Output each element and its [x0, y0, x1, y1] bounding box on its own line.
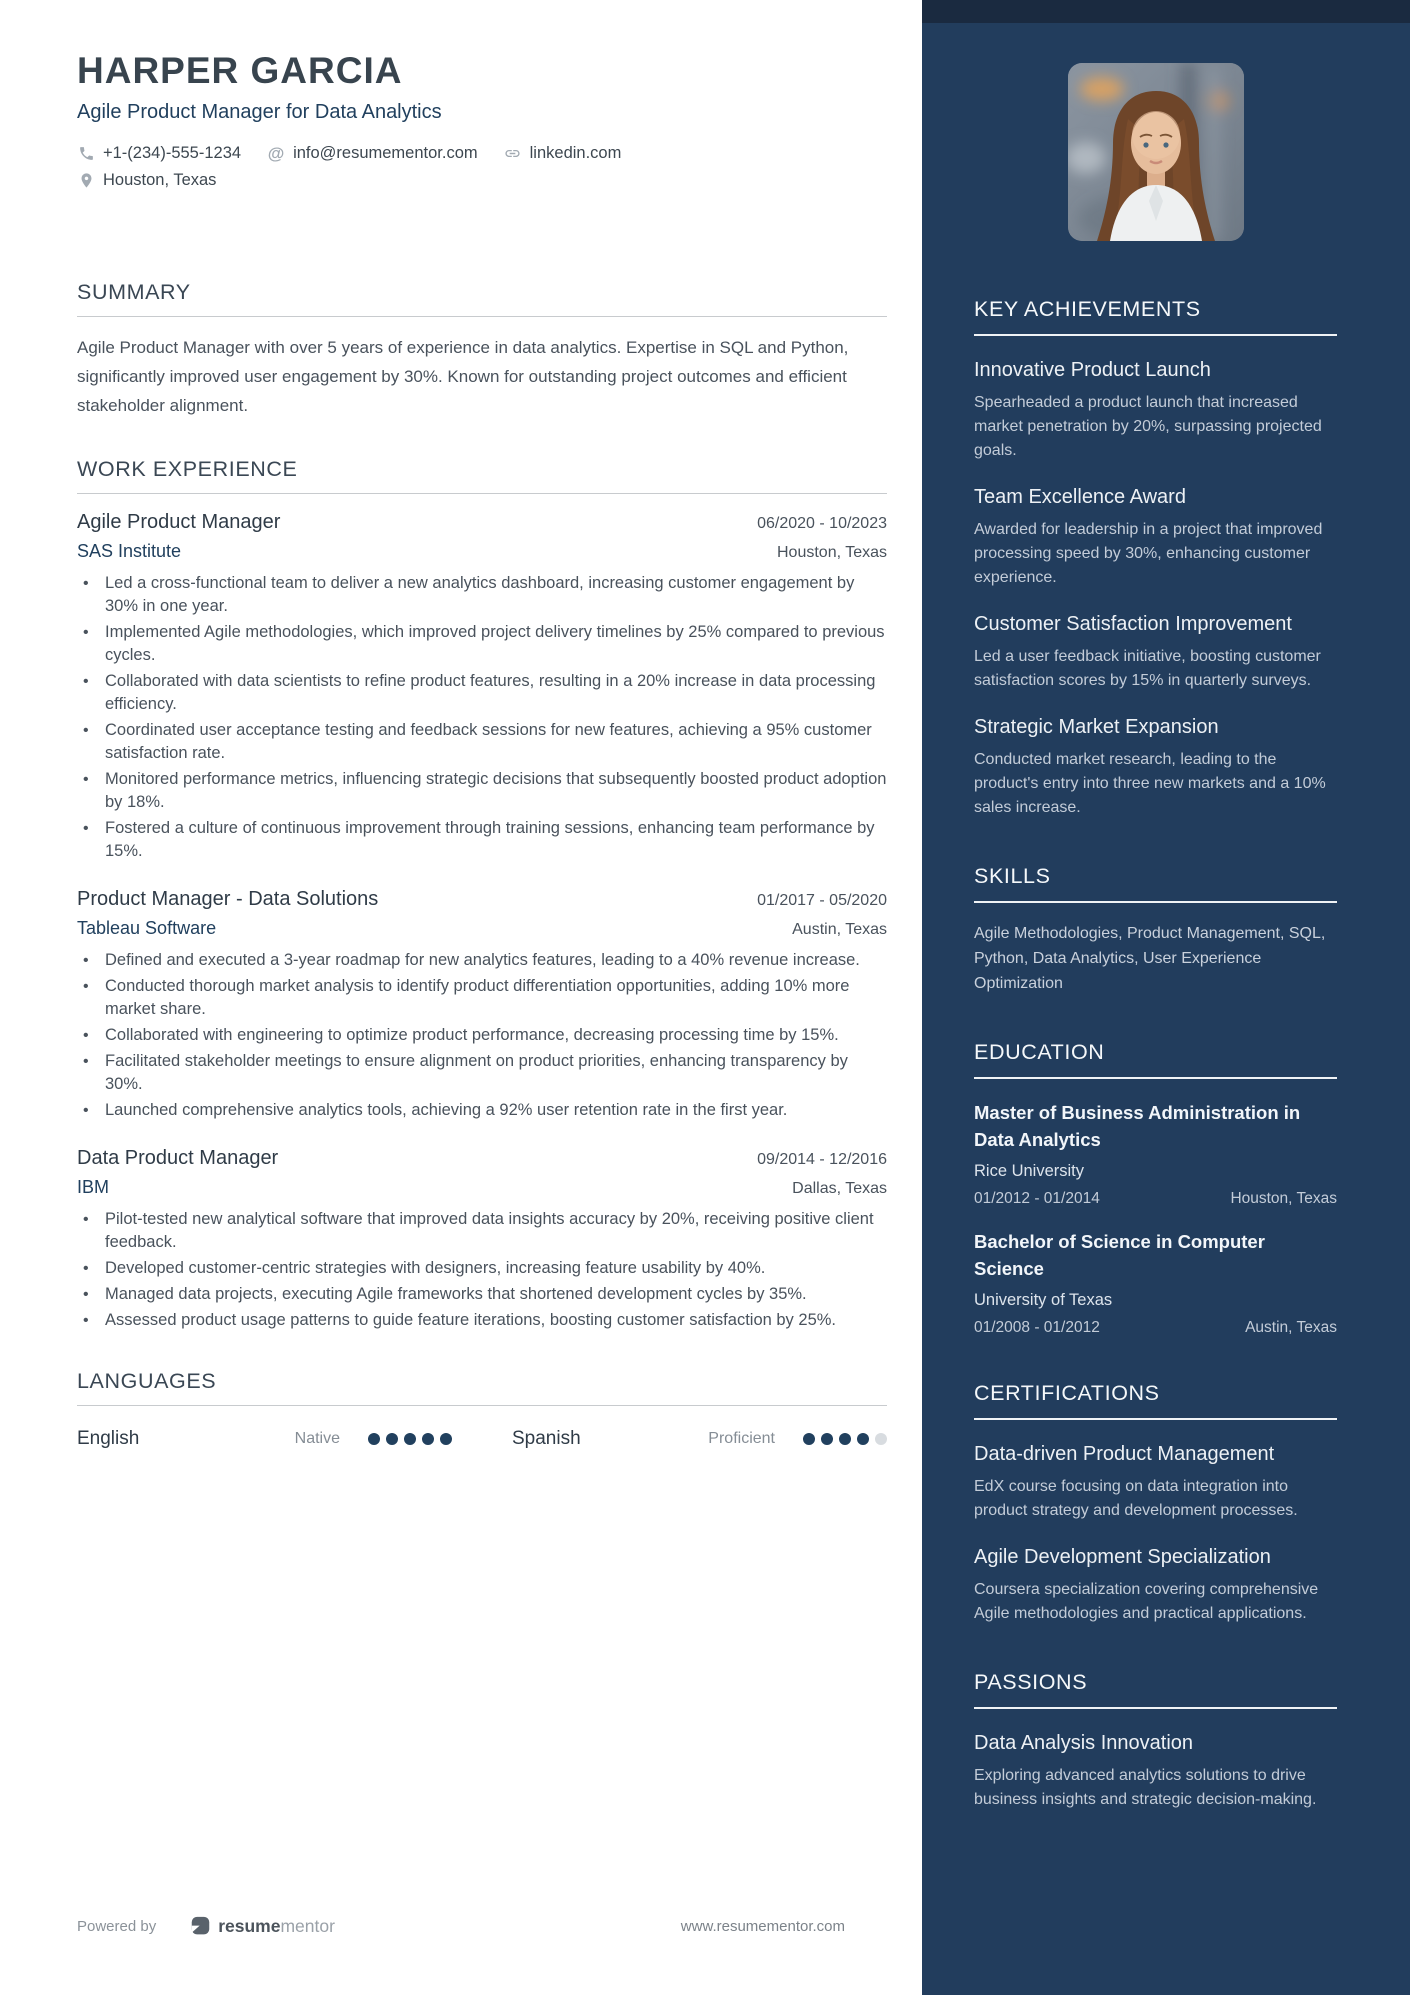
passions-heading: PASSIONS	[974, 1670, 1088, 1694]
brand-logo[interactable]	[190, 1916, 335, 1937]
bullet-item: • Defined and executed a 3-year roadmap for new analytics features, leading to a 40% revenue increase.	[77, 949, 887, 972]
achievement-text: Spearheaded a product launch that increased market penetration by 20%, surpassing projected goals.	[974, 394, 1322, 459]
achievement-text: Conducted market research, leading to the product's entry into three new markets and a 10% sales increase.	[974, 751, 1326, 816]
bullet-item: • Pilot-tested new analytical software that improved data insights accuracy by 20%, receiving positive client feedback.	[77, 1208, 887, 1254]
passions-section	[974, 1670, 1337, 1812]
section-divider	[77, 1405, 887, 1406]
degree-location: Austin, Texas	[1245, 1319, 1337, 1336]
section-divider	[974, 901, 1337, 903]
education-heading: EDUCATION	[974, 1040, 1105, 1064]
bullet-item: • Fostered a culture of continuous improvement through training sessions, enhancing team performance by 15%.	[77, 817, 887, 863]
at-icon: @	[267, 143, 285, 163]
job-dates: 09/2014 - 12/2016	[757, 1151, 887, 1168]
degree-location: Houston, Texas	[1230, 1190, 1337, 1207]
language-item	[512, 1428, 887, 1450]
degree-title: Master of Business Administration in Data Analytics	[974, 1102, 1301, 1150]
achievement-title: Strategic Market Expansion	[974, 716, 1219, 738]
footer	[77, 1916, 845, 1937]
bullet-item: • Collaborated with data scientists to refine product features, resulting in a 20% increase in data processing efficiency.	[77, 670, 887, 716]
link-icon	[504, 145, 522, 163]
certification-item	[974, 1544, 1337, 1626]
phone-text: +1-(234)-555-1234	[103, 144, 242, 162]
certification-text: EdX course focusing on data integration into product strategy and development processes.	[974, 1478, 1298, 1519]
certification-item	[974, 1441, 1337, 1523]
passion-text: Exploring advanced analytics solutions to drive business insights and strategic decision-making.	[974, 1767, 1317, 1808]
language-level: Native	[294, 1430, 340, 1447]
experience-heading: WORK EXPERIENCE	[77, 457, 298, 481]
bullet-item: • Collaborated with engineering to optimize product performance, decreasing processing time by 15%.	[77, 1024, 887, 1047]
certification-title: Data-driven Product Management	[974, 1443, 1275, 1465]
achievement-title: Team Excellence Award	[974, 486, 1186, 508]
education-section	[974, 1040, 1337, 1337]
education-entry	[974, 1228, 1337, 1337]
certifications-section	[974, 1381, 1337, 1626]
achievement-item	[974, 611, 1337, 693]
phone-contact	[77, 144, 241, 163]
degree-school: University of Texas	[974, 1291, 1113, 1309]
achievement-text: Led a user feedback initiative, boosting customer satisfaction scores by 15% in quarterly surveys.	[974, 648, 1321, 689]
sidebar-column	[922, 0, 1410, 1995]
brand-name-bold: resume	[218, 1916, 281, 1936]
summary-heading: SUMMARY	[77, 280, 191, 304]
bullet-item: • Developed customer-centric strategies with designers, increasing feature usability by 40%.	[77, 1257, 887, 1280]
achievement-item	[974, 714, 1337, 820]
job-entry	[77, 1147, 887, 1332]
job-company: SAS Institute	[77, 541, 182, 561]
education-entry	[974, 1099, 1337, 1208]
job-company: IBM	[77, 1177, 110, 1197]
section-divider	[974, 1077, 1337, 1079]
skills-text: Agile Methodologies, Product Management, SQL, Python, Data Analytics, User Experience Optimization	[974, 925, 1326, 992]
bullet-item: • Monitored performance metrics, influencing strategic decisions that subsequently boosted product adoption by 18%.	[77, 768, 887, 814]
degree-dates: 01/2008 - 01/2012	[974, 1319, 1100, 1336]
skills-section	[974, 864, 1337, 996]
bullet-item: • Assessed product usage patterns to guide feature iterations, boosting customer satisfaction by 25%.	[77, 1309, 887, 1332]
achievement-title: Customer Satisfaction Improvement	[974, 613, 1292, 635]
degree-school: Rice University	[974, 1162, 1085, 1180]
bullet-item: • Facilitated stakeholder meetings to ensure alignment on product priorities, enhancing transparency by 30%.	[77, 1050, 887, 1096]
location-contact	[77, 171, 216, 190]
job-bullets	[77, 949, 887, 1122]
job-dates: 01/2017 - 05/2020	[757, 892, 887, 909]
achievement-text: Awarded for leadership in a project that improved processing speed by 30%, enhancing customer experience.	[974, 521, 1323, 586]
passion-title: Data Analysis Innovation	[974, 1732, 1194, 1754]
contact-block	[77, 144, 887, 190]
job-dates: 06/2020 - 10/2023	[757, 515, 887, 532]
job-title: Agile Product Manager	[77, 511, 281, 533]
job-location: Houston, Texas	[777, 544, 887, 561]
job-location: Austin, Texas	[792, 921, 887, 938]
job-bullets	[77, 1208, 887, 1332]
footer-url[interactable]: www.resumementor.com	[680, 1918, 845, 1935]
achievement-item	[974, 484, 1337, 590]
email-text[interactable]: info@resumementor.com	[293, 144, 478, 162]
job-bullets	[77, 572, 887, 863]
job-entry	[77, 511, 887, 863]
experience-section	[77, 457, 887, 1332]
bullet-item: • Led a cross-functional team to deliver a new analytics dashboard, increasing customer engagement by 30% in one year.	[77, 572, 887, 618]
person-title: Agile Product Manager for Data Analytics	[77, 101, 442, 123]
achievement-title: Innovative Product Launch	[974, 359, 1211, 381]
language-item	[77, 1428, 452, 1450]
languages-heading: LANGUAGES	[77, 1369, 217, 1393]
degree-dates: 01/2012 - 01/2014	[974, 1190, 1100, 1207]
certifications-heading: CERTIFICATIONS	[974, 1381, 1160, 1405]
passion-item	[974, 1730, 1337, 1812]
language-level: Proficient	[708, 1430, 775, 1447]
website-text[interactable]: linkedin.com	[529, 144, 622, 162]
summary-section	[77, 280, 887, 420]
job-title: Product Manager - Data Solutions	[77, 888, 379, 910]
brand-logo-icon	[190, 1916, 211, 1937]
job-entry	[77, 888, 887, 1122]
certification-title: Agile Development Specialization	[974, 1546, 1271, 1568]
degree-title: Bachelor of Science in Computer Science	[974, 1231, 1265, 1279]
section-divider	[974, 334, 1337, 336]
certification-text: Coursera specialization covering comprehensive Agile methodologies and practical applications.	[974, 1581, 1319, 1622]
summary-text: Agile Product Manager with over 5 years of experience in data analytics. Expertise in SQL and Python, significantly improved user engagement by 30%. Known for outstanding project outcomes and efficient stakeholder alignment.	[77, 338, 849, 415]
achievements-heading: KEY ACHIEVEMENTS	[974, 297, 1201, 321]
bullet-item: • Coordinated user acceptance testing and feedback sessions for new features, achieving a 95% customer satisfaction rate.	[77, 719, 887, 765]
language-proficiency-dots	[803, 1433, 887, 1445]
section-divider	[77, 316, 887, 317]
location-pin-icon	[77, 172, 95, 190]
email-contact[interactable]	[267, 144, 478, 163]
bullet-item: • Launched comprehensive analytics tools, achieving a 92% user retention rate in the first year.	[77, 1099, 887, 1122]
achievements-section	[974, 297, 1337, 820]
language-proficiency-dots	[368, 1433, 452, 1445]
job-title: Data Product Manager	[77, 1147, 279, 1169]
bullet-item: • Implemented Agile methodologies, which improved project delivery timelines by 25% compared to previous cycles.	[77, 621, 887, 667]
achievement-item	[974, 357, 1337, 463]
job-company: Tableau Software	[77, 918, 217, 938]
section-divider	[77, 493, 887, 494]
brand-name-light: mentor	[280, 1916, 335, 1936]
location-text: Houston, Texas	[103, 171, 217, 189]
sidebar-top-strip	[922, 0, 1410, 23]
website-contact[interactable]	[504, 144, 622, 163]
profile-photo	[1068, 63, 1244, 241]
person-name: HARPER GARCIA	[77, 50, 403, 91]
section-divider	[974, 1418, 1337, 1420]
phone-icon	[77, 145, 95, 163]
bullet-item: • Managed data projects, executing Agile frameworks that shortened development cycles by 35%.	[77, 1283, 887, 1306]
powered-by-label: Powered by	[77, 1918, 157, 1935]
languages-section	[77, 1369, 887, 1450]
language-name: Spanish	[512, 1428, 581, 1449]
skills-heading: SKILLS	[974, 864, 1051, 888]
language-name: English	[77, 1428, 140, 1449]
job-location: Dallas, Texas	[792, 1180, 887, 1197]
bullet-item: • Conducted thorough market analysis to identify product differentiation opportunities, adding 10% more market share.	[77, 975, 887, 1021]
section-divider	[974, 1707, 1337, 1709]
